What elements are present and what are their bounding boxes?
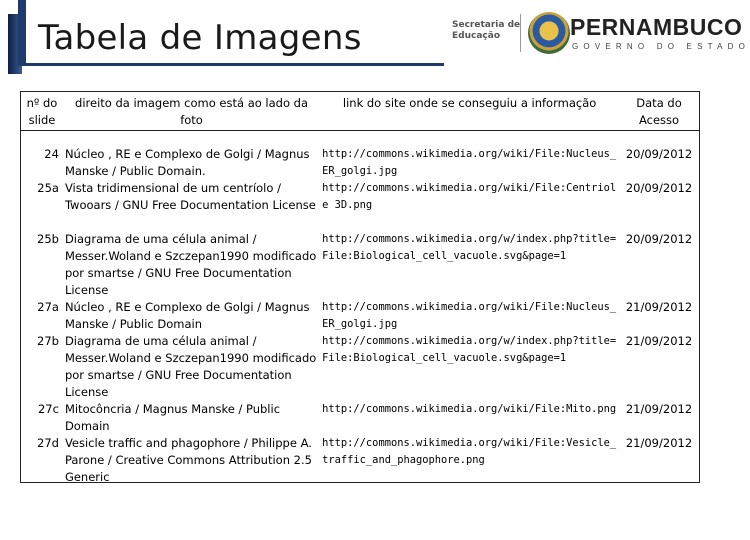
slide-title: Tabela de Imagens — [38, 18, 362, 58]
cell-slide: 27c — [37, 402, 59, 416]
cell-rights: Mitocôncria / Magnus Manske / Public Domain — [64, 402, 281, 433]
cell-rights: Vesicle traffic and phagophore / Philippe A. Parone / Creative Commons Attribution 2.5 Generic — [64, 436, 312, 484]
secretaria-line-1: Secretaria de — [452, 20, 521, 30]
cell-link[interactable]: http://commons.wikimedia.org/w/index.php?title=File:Biological_cell_vacuole.svg&page=1 — [322, 233, 617, 262]
table-row — [21, 401, 699, 435]
table-row — [21, 333, 699, 401]
table-row — [21, 299, 699, 333]
table-row — [21, 231, 699, 299]
brand-name: PERNAMBUCO — [570, 14, 743, 40]
cell-rights: Diagrama de uma célula animal / Messer.Woland e Szczepan1990 modificado por smartse / GNU Free Documentation License — [64, 334, 317, 399]
brand-subtitle: GOVERNO DO ESTADO — [572, 42, 750, 51]
cell-rights: Núcleo , RE e Complexo de Golgi / Magnus Manske / Public Domain — [64, 300, 310, 331]
slide-header — [0, 0, 750, 84]
pernambuco-logo — [452, 10, 750, 56]
cell-link[interactable]: http://commons.wikimedia.org/wiki/File:Nucleus_ER_golgi.jpg — [322, 301, 617, 330]
cell-link[interactable]: http://commons.wikimedia.org/wiki/File:Mito.png — [322, 403, 617, 415]
table-row — [21, 130, 699, 180]
table-header-row — [21, 92, 699, 130]
cell-slide: 27a — [37, 300, 59, 314]
image-table — [20, 91, 700, 483]
secretaria-line-2: Educação — [452, 31, 500, 41]
header-date: Data do Acesso — [636, 96, 682, 127]
cell-rights: Diagrama de uma célula animal / Messer.Woland e Szczepan1990 modificado por smartse / GNU Free Documentation License — [64, 232, 317, 297]
table-row — [21, 180, 699, 231]
cell-rights: Núcleo , RE e Complexo de Golgi / Magnus Manske / Public Domain. — [64, 147, 310, 178]
cell-date: 21/09/2012 — [625, 402, 693, 416]
state-seal-icon — [528, 12, 570, 54]
cell-slide: 25b — [37, 232, 59, 246]
cell-date: 20/09/2012 — [625, 147, 693, 161]
cell-date: 21/09/2012 — [625, 334, 693, 348]
cell-date: 20/09/2012 — [625, 232, 693, 246]
cell-link[interactable]: http://commons.wikimedia.org/w/index.php?title=File:Biological_cell_vacuole.svg&page=1 — [322, 335, 617, 364]
cell-link[interactable]: http://commons.wikimedia.org/wiki/File:Centriole 3D.png — [322, 182, 617, 211]
cell-slide: 27d — [37, 436, 59, 450]
logo-divider — [520, 14, 521, 52]
secretaria-label — [452, 20, 522, 42]
cell-rights: Vista tridimensional de um centríolo / Twooars / GNU Free Documentation License — [64, 181, 316, 212]
cell-date: 21/09/2012 — [625, 436, 693, 450]
table-row — [21, 435, 699, 486]
header-rights: direito da imagem como está ao lado da foto — [75, 96, 309, 127]
cell-slide: 27b — [37, 334, 59, 348]
header-slide: nº do slide — [26, 96, 58, 127]
cell-link[interactable]: http://commons.wikimedia.org/wiki/File:Vesicle_traffic_and_phagophore.png — [322, 437, 617, 466]
cell-link[interactable]: http://commons.wikimedia.org/wiki/File:Nucleus_ER_golgi.jpg — [322, 148, 617, 177]
cell-slide: 25a — [37, 181, 59, 195]
cell-date: 20/09/2012 — [625, 181, 693, 195]
header-link: link do site onde se conseguiu a informação — [342, 96, 597, 110]
cell-slide: 24 — [44, 147, 59, 161]
cell-date: 21/09/2012 — [625, 300, 693, 314]
